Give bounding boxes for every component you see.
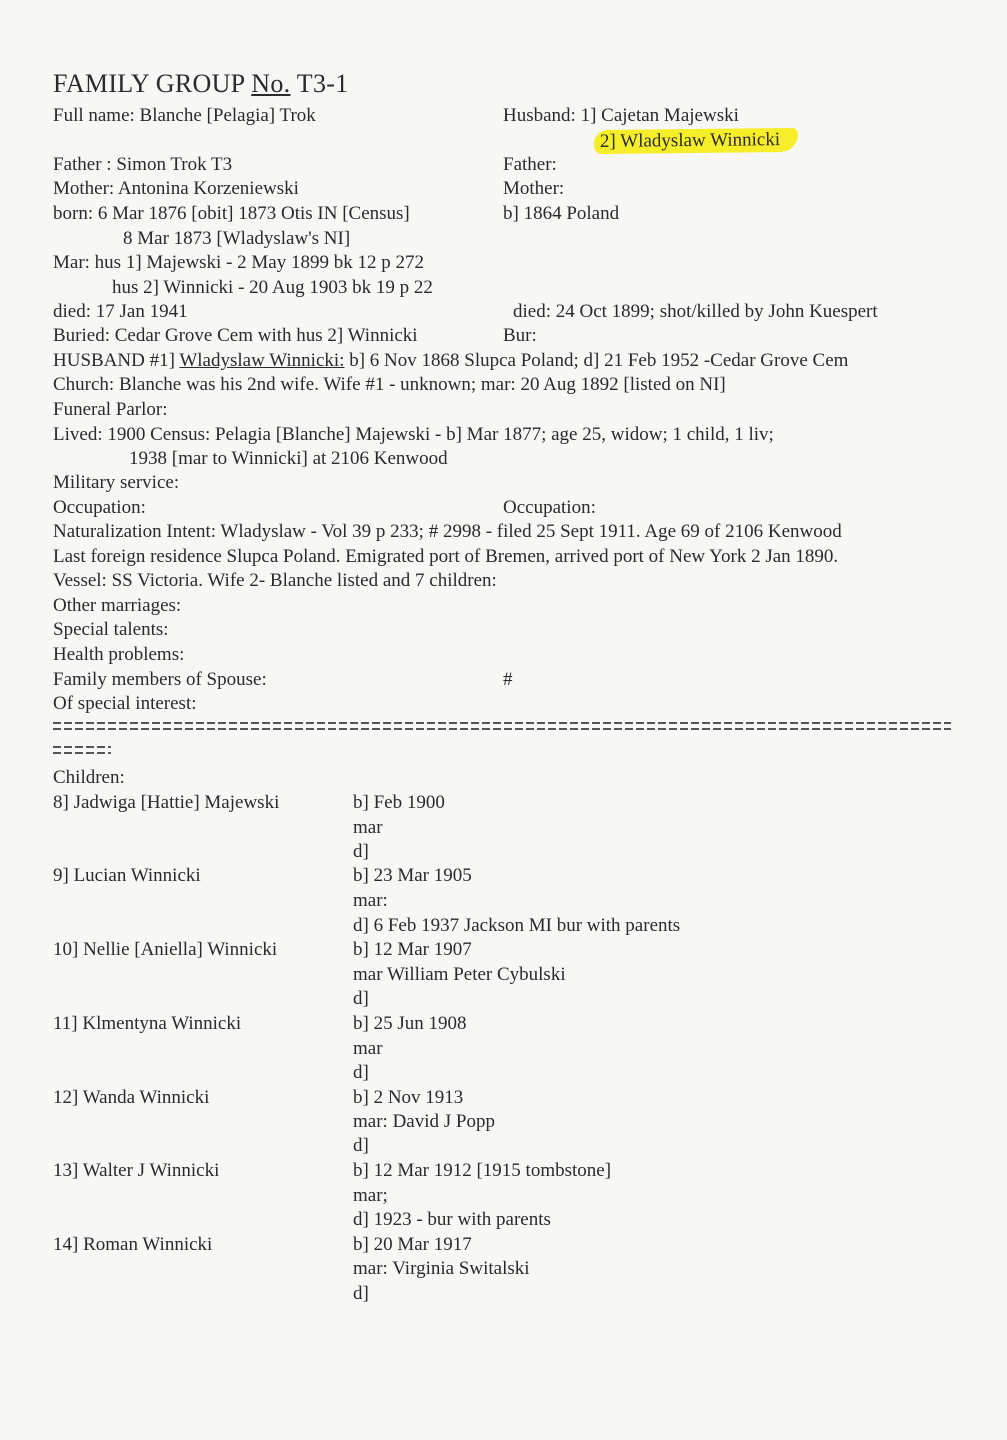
church-line: Church: Blanche was his 2nd wife. Wife #1 - unknown; mar: 20 Aug 1892 [listed on NI] [53, 374, 726, 395]
page-title [53, 69, 349, 98]
title-prefix: FAMILY GROUP [53, 69, 252, 98]
health-problems: Health problems: [53, 644, 185, 665]
full-name: Full name: Blanche [Pelagia] Trok [53, 105, 316, 126]
husband-line-name: Wladyslaw Winnicki: [179, 350, 345, 371]
child-born: b] 25 Jun 1908 [353, 1013, 467, 1034]
child-born: b] 23 Mar 1905 [353, 865, 472, 886]
father-right: Father: [503, 154, 557, 175]
child-married: mar: David J Popp [353, 1111, 495, 1132]
child-died: d] [353, 988, 369, 1009]
child-died: d] [353, 1062, 369, 1083]
military-service: Military service: [53, 472, 180, 493]
marriage-line-1: Mar: hus 1] Majewski - 2 May 1899 bk 12 p 272 [53, 252, 424, 273]
born-line-1: born: 6 Mar 1876 [obit] 1873 Otis IN [Census] [53, 203, 410, 224]
child-died: d] 1923 - bur with parents [353, 1209, 551, 1230]
mother-left: Mother: Antonina Korzeniewski [53, 178, 299, 199]
child-name: 13] Walter J Winnicki [53, 1160, 220, 1181]
child-married: mar [353, 1038, 383, 1059]
child-born: b] 2 Nov 1913 [353, 1087, 464, 1108]
funeral-parlor: Funeral Parlor: [53, 399, 168, 420]
buried-left: Buried: Cedar Grove Cem with hus 2] Winnicki [53, 325, 418, 346]
child-name: 8] Jadwiga [Hattie] Majewski [53, 792, 280, 813]
children-label: Children: [53, 767, 125, 788]
marriage-line-2: hus 2] Winnicki - 20 Aug 1903 bk 19 p 22 [112, 277, 433, 298]
hash-mark: # [503, 669, 513, 690]
naturalization-line-1: Naturalization Intent: Wladyslaw - Vol 39 p 233; # 2998 - filed 25 Sept 1911. Age 69 of 2106 Kenwood [53, 521, 842, 542]
child-name: 11] Klmentyna Winnicki [53, 1013, 242, 1034]
occupation-left: Occupation: [53, 497, 146, 518]
born-right: b] 1864 Poland [503, 203, 620, 224]
special-interest: Of special interest: [53, 693, 197, 714]
child-name: 9] Lucian Winnicki [53, 865, 201, 886]
husband-line-label: HUSBAND #1] [53, 350, 180, 371]
child-married: mar: Virginia Switalski [353, 1258, 530, 1279]
lived-line-2: 1938 [mar to Winnicki] at 2106 Kenwood [129, 448, 448, 469]
title-no: No. [251, 69, 291, 98]
father-left: Father : Simon Trok T3 [53, 154, 233, 175]
child-married: mar [353, 817, 383, 838]
husband-line-rest: b] 6 Nov 1868 Slupca Poland; d] 21 Feb 1952 -Cedar Grove Cem [344, 350, 849, 371]
mother-right: Mother: [503, 178, 565, 199]
child-name: 14] Roman Winnicki [53, 1234, 213, 1255]
child-died: d] [353, 1135, 369, 1156]
child-died: d] [353, 1283, 369, 1304]
lived-line-1: Lived: 1900 Census: Pelagia [Blanche] Majewski - b] Mar 1877; age 25, widow; 1 child, 1 liv; [53, 424, 774, 445]
husband-line [53, 349, 848, 373]
naturalization-line-3: Vessel: SS Victoria. Wife 2- Blanche listed and 7 children: [53, 570, 497, 591]
occupation-right: Occupation: [503, 497, 596, 518]
title-id: T3-1 [290, 69, 349, 98]
double-rule-divider-tail [53, 742, 111, 756]
child-born: b] 12 Mar 1912 [1915 tombstone] [353, 1160, 612, 1181]
special-talents: Special talents: [53, 619, 169, 640]
born-line-2: 8 Mar 1873 [Wladyslaw's NI] [123, 228, 351, 249]
child-name: 12] Wanda Winnicki [53, 1087, 210, 1108]
naturalization-line-2: Last foreign residence Slupca Poland. Emigrated port of Bremen, arrived port of New York 2 Jan 1890. [53, 546, 839, 567]
child-name: 10] Nellie [Aniella] Winnicki [53, 939, 278, 960]
child-married: mar William Peter Cybulski [353, 964, 566, 985]
husband-1: Husband: 1] Cajetan Majewski [503, 105, 739, 126]
child-born: b] 12 Mar 1907 [353, 939, 472, 960]
child-born: b] 20 Mar 1917 [353, 1234, 472, 1255]
other-marriages: Other marriages: [53, 595, 182, 616]
bur-right: Bur: [503, 325, 537, 346]
double-rule-divider [53, 718, 951, 732]
child-married: mar; [353, 1185, 388, 1206]
husband-2-highlighted: 2] Wladyslaw Winnicki [594, 128, 798, 154]
child-born: b] Feb 1900 [353, 792, 445, 813]
family-members-of-spouse: Family members of Spouse: [53, 669, 267, 690]
died-right: died: 24 Oct 1899; shot/killed by John Kuespert [513, 301, 878, 322]
child-died: d] 6 Feb 1937 Jackson MI bur with parents [353, 915, 681, 936]
died-left: died: 17 Jan 1941 [53, 301, 188, 322]
child-died: d] [353, 841, 369, 862]
child-married: mar: [353, 890, 388, 911]
